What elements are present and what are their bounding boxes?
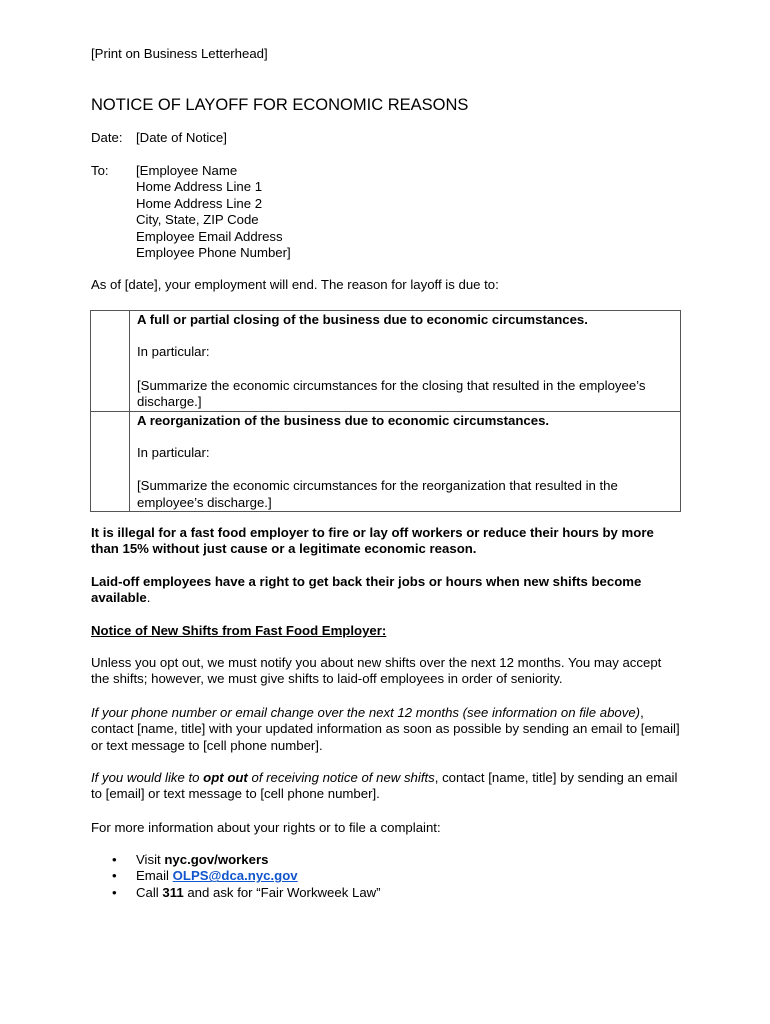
list-item — [91, 885, 381, 901]
reason-summary: [Summarize the economic circumstances for the reorganization that resulted in the employee’s discharge.] — [137, 478, 618, 510]
opt-out-rest: , contact [name, title] by sending an email to [email] or text message to [cell phone number]. — [91, 770, 678, 802]
address-line: Employee Phone Number] — [136, 245, 291, 261]
recipient-block — [91, 163, 291, 261]
reason-row — [91, 411, 681, 512]
email-link[interactable]: OLPS@dca.nyc.gov — [172, 868, 298, 884]
reason-heading: A reorganization of the business due to economic circumstances. — [137, 412, 550, 428]
address-line: Home Address Line 1 — [136, 179, 263, 195]
contact-update-rest: , contact [name, title] with your updated information as soon as possible by sending an email to [email] or text message to [cell phone number]. — [91, 705, 680, 753]
reason-summary: [Summarize the economic circumstances for the closing that resulted in the employee’s discharge.] — [137, 377, 646, 410]
address-line: Home Address Line 2 — [136, 195, 263, 211]
to-label: To: — [91, 163, 109, 178]
laidoff-rights-tail: . — [146, 590, 151, 606]
bullet-icon: • — [112, 884, 117, 900]
reason-row — [91, 311, 681, 412]
list-item — [91, 852, 381, 868]
reason-heading: A full or partial closing of the business due to economic circumstances. — [137, 312, 588, 327]
opt-out-notice: Unless you opt out, we must notify you about new shifts over the next 12 months. You may accept the shifts; however, we must give shifts to laid-off employees in order of seniority. — [91, 655, 662, 687]
email-prefix: Email — [136, 868, 173, 884]
opt-out-italic-1: If you would like to — [91, 770, 204, 785]
reason-text-cell — [130, 411, 681, 512]
reason-checkbox-cell[interactable] — [91, 411, 130, 512]
recipient-address — [136, 163, 291, 261]
contact-update-paragraph — [91, 705, 681, 754]
date-row — [91, 130, 227, 146]
document-page — [91, 46, 681, 900]
bullet-icon: • — [112, 852, 117, 867]
layoff-intro: As of [date], your employment will end. The reason for layoff is due to: — [91, 277, 499, 292]
opt-out-bold: opt out — [203, 770, 248, 785]
reason-in-particular: In particular: — [137, 344, 210, 360]
laidoff-rights — [91, 574, 681, 607]
visit-prefix: Visit — [136, 852, 165, 867]
opt-out-paragraph — [91, 770, 681, 803]
date-value: [Date of Notice] — [136, 130, 227, 145]
bullet-icon: • — [112, 868, 117, 884]
page-title: NOTICE OF LAYOFF FOR ECONOMIC REASONS — [91, 96, 469, 114]
illegal-statement: It is illegal for a fast food employer to fire or lay off workers or reduce their hours by more than 15% without just cause or a legitimate economic reason. — [91, 525, 654, 557]
layoff-reasons-table — [90, 310, 681, 512]
call-suffix: and ask for “Fair Workweek Law” — [183, 884, 381, 900]
notice-heading: Notice of New Shifts from Fast Food Employer: — [91, 623, 387, 638]
reason-checkbox-cell[interactable] — [91, 311, 130, 412]
contact-update-italic: If your phone number or email change over the next 12 months (see information on file above) — [91, 705, 641, 720]
address-line: Employee Email Address — [136, 228, 283, 244]
call-prefix: Call — [136, 884, 163, 900]
laidoff-rights-bold: Laid-off employees have a right to get back their jobs or hours when new shifts become available — [91, 574, 642, 606]
more-info-intro: For more information about your rights or to file a complaint: — [91, 820, 441, 835]
address-line: [Employee Name — [136, 163, 238, 178]
opt-out-italic-2: of receiving notice of new shifts — [247, 770, 435, 785]
list-item — [91, 868, 381, 884]
address-line: City, State, ZIP Code — [136, 212, 259, 228]
resources-list — [91, 852, 381, 901]
phone-number: 311 — [162, 884, 184, 900]
date-label: Date: — [91, 130, 123, 145]
reason-in-particular: In particular: — [137, 445, 210, 461]
website-text: nyc.gov/workers — [164, 852, 269, 867]
reason-text-cell — [130, 311, 681, 412]
letterhead-note: [Print on Business Letterhead] — [91, 46, 268, 61]
